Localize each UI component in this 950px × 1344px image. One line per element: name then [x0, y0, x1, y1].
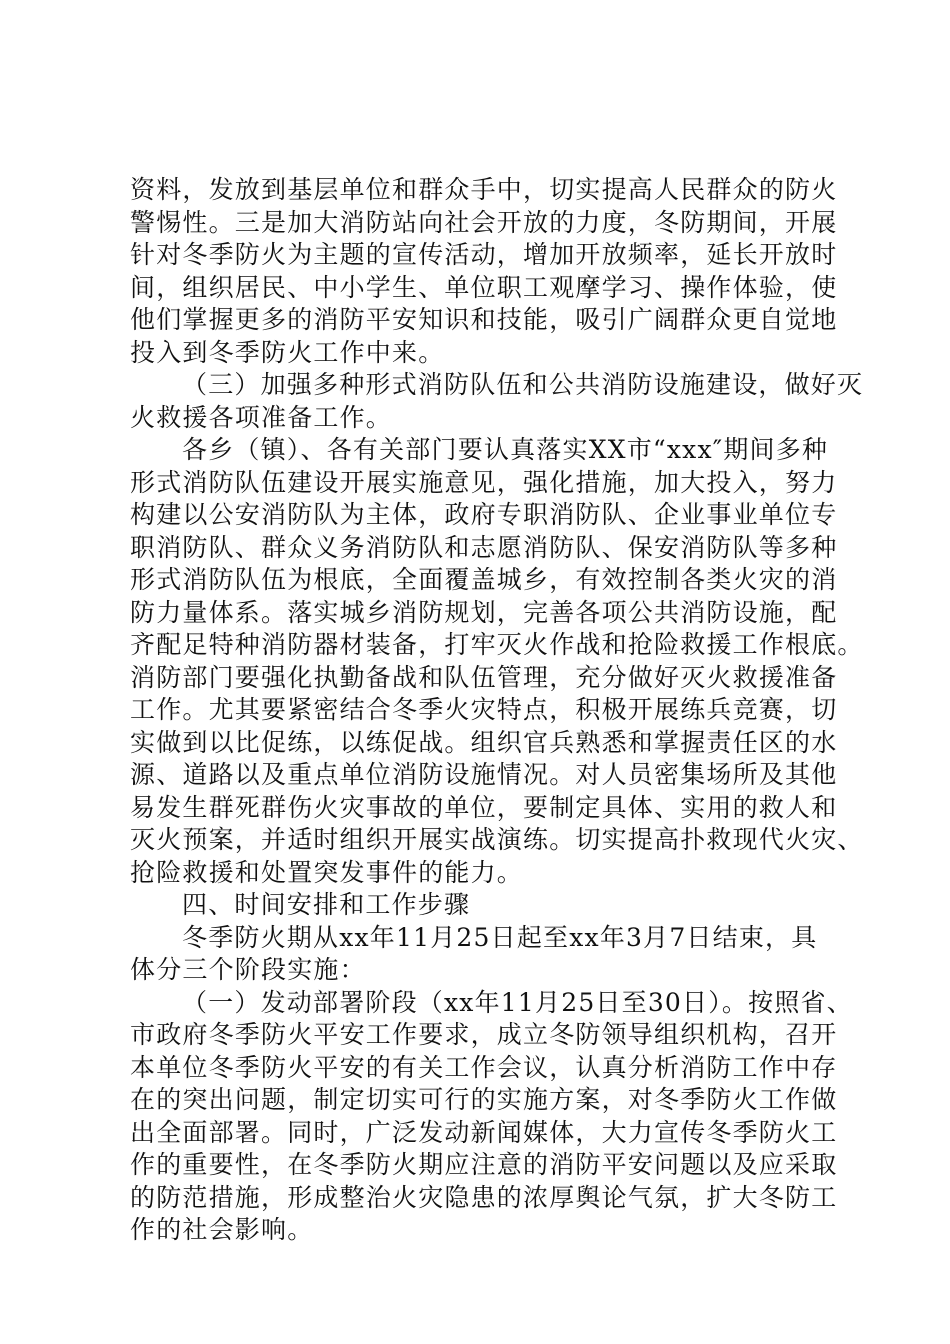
text-line: 构建以公安消防队为主体，政府专职消防队、企业事业单位专 [130, 500, 838, 529]
text-line: 资料，发放到基层单位和群众手中，切实提高人民群众的防火 [130, 175, 838, 204]
text-line: 四、时间安排和工作步骤 [182, 890, 471, 919]
text-line: 各乡（镇）、各有关部门要认真落实XX市“xxx″期间多种 [182, 435, 829, 464]
text-line: 间，组织居民、中小学生、单位职工观摩学习、操作体验，使 [130, 272, 838, 302]
text-line: 投入到冬季防火工作中来。 [130, 337, 445, 367]
text-line: 他们掌握更多的消防平安知识和技能，吸引广阔群众更自觉地 [130, 305, 838, 334]
text-line: 易发生群死群伤火灾事故的单位，要制定具体、实用的救人和 [130, 792, 838, 822]
body-text [130, 174, 864, 1247]
text-line: 消防部门要强化执勤备战和队伍管理，充分做好灭火救援准备 [130, 662, 838, 692]
text-line: 在的突出问题，制定切实可行的实施方案，对冬季防火工作做 [130, 1085, 838, 1114]
text-line: 齐配足特种消防器材装备，打牢灭火作战和抢险救援工作根底。 [130, 630, 864, 659]
text-line: 市政府冬季防火平安工作要求，成立冬防领导组织机构，召开 [130, 1020, 838, 1049]
text-line: 工作。尤其要紧密结合冬季火灾特点，积极开展练兵竞赛，切 [130, 695, 838, 724]
text-line: 作的社会影响。 [130, 1215, 314, 1244]
text-line: （一）发动部署阶段（xx年11月25日至30日）。按照省、 [182, 987, 853, 1017]
text-line: 体分三个阶段实施： [130, 955, 366, 984]
text-line: 火救援各项准备工作。 [130, 402, 393, 432]
text-line: 本单位冬季防火平安的有关工作会议，认真分析消防工作中存 [130, 1052, 838, 1082]
text-line: （三）加强多种形式消防队伍和公共消防设施建设，做好灭 [182, 370, 864, 399]
text-line: 形式消防队伍为根底，全面覆盖城乡，有效控制各类火灾的消 [130, 565, 838, 594]
text-line: 警惕性。三是加大消防站向社会开放的力度，冬防期间，开展 [130, 207, 838, 237]
text-line: 形式消防队伍建设开展实施意见，强化措施，加大投入，努力 [130, 467, 838, 497]
text-line: 职消防队、群众义务消防队和志愿消防队、保安消防队等多种 [130, 532, 838, 562]
text-line: 针对冬季防火为主题的宣传活动，增加开放频率，延长开放时 [130, 240, 838, 269]
text-line: 源、道路以及重点单位消防设施情况。对人员密集场所及其他 [130, 760, 838, 789]
text-line: 实做到以比促练，以练促战。组织官兵熟悉和掌握责任区的水 [130, 727, 838, 757]
text-line: 抢险救援和处置突发事件的能力。 [130, 857, 524, 887]
text-line: 防力量体系。落实城乡消防规划，完善各项公共消防设施，配 [130, 597, 838, 627]
text-line: 灭火预案，并适时组织开展实战演练。切实提高扑救现代火灾、 [130, 825, 864, 854]
text-line: 出全面部署。同时，广泛发动新闻媒体，大力宣传冬季防火工 [130, 1117, 838, 1147]
text-line: 作的重要性，在冬季防火期应注意的消防平安问题以及应采取 [130, 1150, 838, 1179]
text-line: 的防范措施，形成整治火灾隐患的浓厚舆论气氛，扩大冬防工 [130, 1182, 838, 1212]
text-line: 冬季防火期从xx年11月25日起至xx年3月7日结束，具 [182, 922, 818, 952]
